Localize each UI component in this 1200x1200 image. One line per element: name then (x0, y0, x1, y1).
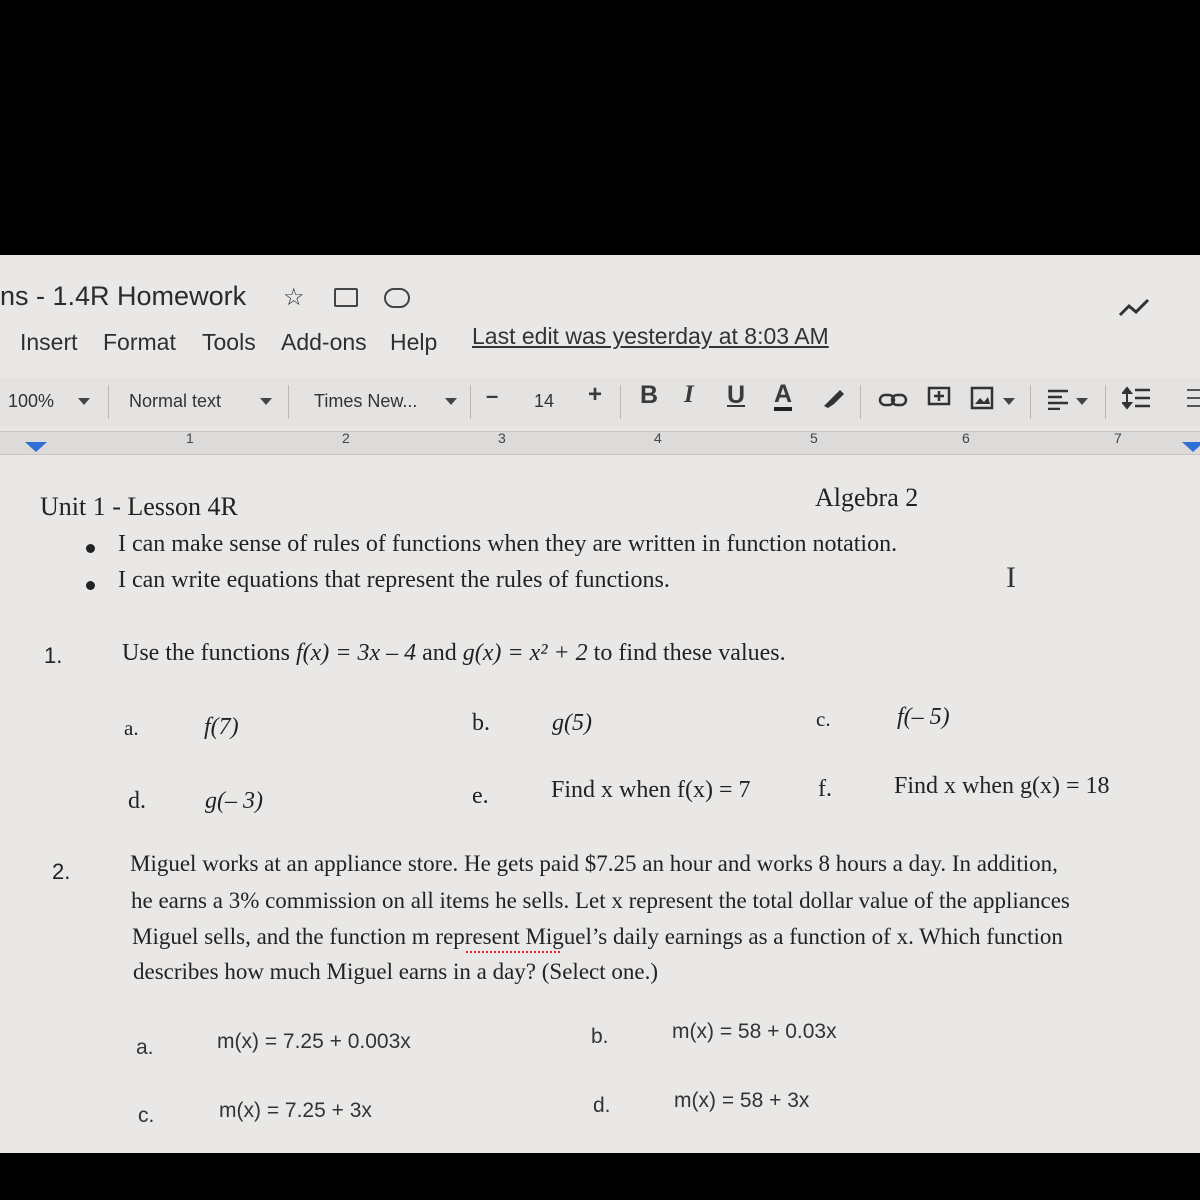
last-edit-link[interactable]: Last edit was yesterday at 8:03 AM (472, 323, 829, 349)
toolbar-divider (470, 385, 471, 419)
option-letter: d. (593, 1094, 611, 1117)
font-size-input[interactable]: 14 (534, 391, 555, 411)
option-letter: a. (136, 1036, 154, 1059)
question-2-line: describes how much Miguel earns in a day? (Select one.) (133, 959, 658, 984)
menu-format[interactable]: Format (103, 329, 176, 355)
ruler-label: 2 (342, 430, 350, 446)
highlight-pen-icon[interactable] (820, 388, 846, 410)
toolbar-divider (1030, 385, 1031, 419)
course-heading: Algebra 2 (815, 483, 919, 512)
question-1-prompt (122, 640, 786, 667)
ruler-label: 1 (186, 430, 194, 446)
item-expression: f(– 5) (897, 704, 950, 730)
ruler-label: 6 (962, 430, 970, 446)
decrease-font-size-button[interactable]: – (486, 383, 499, 408)
right-indent-marker-icon[interactable] (1182, 442, 1200, 452)
option-letter: c. (138, 1104, 155, 1127)
toolbar-divider (288, 385, 289, 419)
docs-window (0, 255, 1200, 1153)
question-2-line: he earns a 3% commission on all items he sells. Let x represent the total dollar value of the appliances (131, 888, 1070, 913)
objective-item: I can make sense of rules of functions when they are written in function notation. (118, 531, 898, 557)
ruler-label: 7 (1114, 430, 1122, 446)
text-color-button[interactable]: A (774, 381, 792, 411)
chevron-down-icon[interactable] (260, 398, 272, 405)
option-expression[interactable]: m(x) = 7.25 + 0.003x (217, 1030, 411, 1053)
prompt-text: to find these values. (593, 640, 786, 666)
menu-help[interactable]: Help (390, 329, 438, 355)
item-expression: g(5) (552, 710, 592, 736)
item-letter: a. (124, 716, 139, 740)
increase-font-size-button[interactable]: + (588, 381, 603, 408)
paragraph-style-select[interactable]: Normal text (129, 391, 222, 411)
option-expression[interactable]: m(x) = 58 + 3x (674, 1089, 810, 1112)
item-expression: Find x when g(x) = 18 (894, 773, 1110, 799)
chevron-down-icon[interactable] (1003, 398, 1015, 405)
item-expression: Find x when f(x) = 7 (551, 777, 751, 803)
underline-button[interactable]: U (727, 381, 746, 409)
line-spacing-icon[interactable] (1122, 386, 1152, 410)
horizontal-ruler[interactable] (0, 431, 1200, 455)
ruler-label: 3 (498, 430, 506, 446)
menu-addons[interactable]: Add-ons (281, 329, 367, 355)
prompt-and: and (422, 640, 457, 666)
item-letter: e. (472, 783, 489, 809)
align-left-icon[interactable] (1046, 388, 1072, 410)
chevron-down-icon[interactable] (78, 398, 90, 405)
cloud-status-icon[interactable] (384, 288, 410, 308)
zoom-select[interactable]: 100% (8, 391, 55, 411)
link-icon[interactable] (878, 391, 910, 409)
chevron-down-icon[interactable] (445, 398, 457, 405)
lesson-heading: Unit 1 - Lesson 4R (40, 492, 238, 521)
question-number: 1. (44, 643, 63, 668)
item-expression: g(– 3) (205, 788, 263, 814)
toolbar-divider (860, 385, 861, 419)
prompt-text: Use the functions (122, 640, 290, 666)
document-title[interactable]: ns - 1.4R Homework (0, 281, 247, 311)
item-letter: c. (816, 707, 831, 731)
question-number: 2. (52, 859, 71, 884)
toolbar-divider (620, 385, 621, 419)
option-expression[interactable]: m(x) = 58 + 0.03x (672, 1020, 837, 1043)
bullet-icon (86, 544, 95, 553)
toolbar-divider (108, 385, 109, 419)
question-2-line: Miguel sells, and the function m represent Miguel’s daily earnings as a function of x. Which function (132, 924, 1063, 949)
bullet-icon (86, 581, 95, 590)
option-letter: b. (591, 1025, 609, 1048)
item-letter: b. (472, 710, 490, 736)
item-expression: f(7) (204, 714, 239, 740)
font-family-select[interactable]: Times New... (314, 391, 418, 411)
bold-button[interactable]: B (640, 381, 659, 409)
left-indent-marker-icon[interactable] (25, 442, 47, 452)
move-folder-icon[interactable] (334, 288, 358, 307)
ruler-label: 4 (654, 430, 662, 446)
item-letter: d. (128, 788, 146, 814)
numbered-list-icon[interactable] (1183, 386, 1200, 410)
question-2-line: Miguel works at an appliance store. He gets paid $7.25 an hour and works 8 hours a day. In addition, (130, 851, 1058, 876)
text-cursor-icon: I (1006, 561, 1016, 594)
f-definition: f(x) = 3x – 4 (295, 640, 417, 666)
chevron-down-icon[interactable] (1076, 398, 1088, 405)
toolbar-divider (1105, 385, 1106, 419)
objective-item: I can write equations that represent the rules of functions. (118, 567, 670, 593)
option-expression[interactable]: m(x) = 7.25 + 3x (219, 1099, 372, 1122)
activity-dashboard-icon[interactable] (1118, 297, 1152, 319)
insert-comment-icon[interactable] (927, 386, 951, 410)
spellcheck-underline (466, 951, 560, 953)
ruler-label: 5 (810, 430, 818, 446)
star-icon[interactable]: ☆ (283, 284, 305, 311)
item-letter: f. (818, 776, 832, 802)
menu-tools[interactable]: Tools (202, 329, 256, 355)
insert-image-icon[interactable] (970, 386, 996, 410)
menu-insert[interactable]: Insert (20, 329, 78, 355)
g-definition: g(x) = x² + 2 (462, 640, 588, 666)
italic-button[interactable]: I (684, 381, 694, 408)
